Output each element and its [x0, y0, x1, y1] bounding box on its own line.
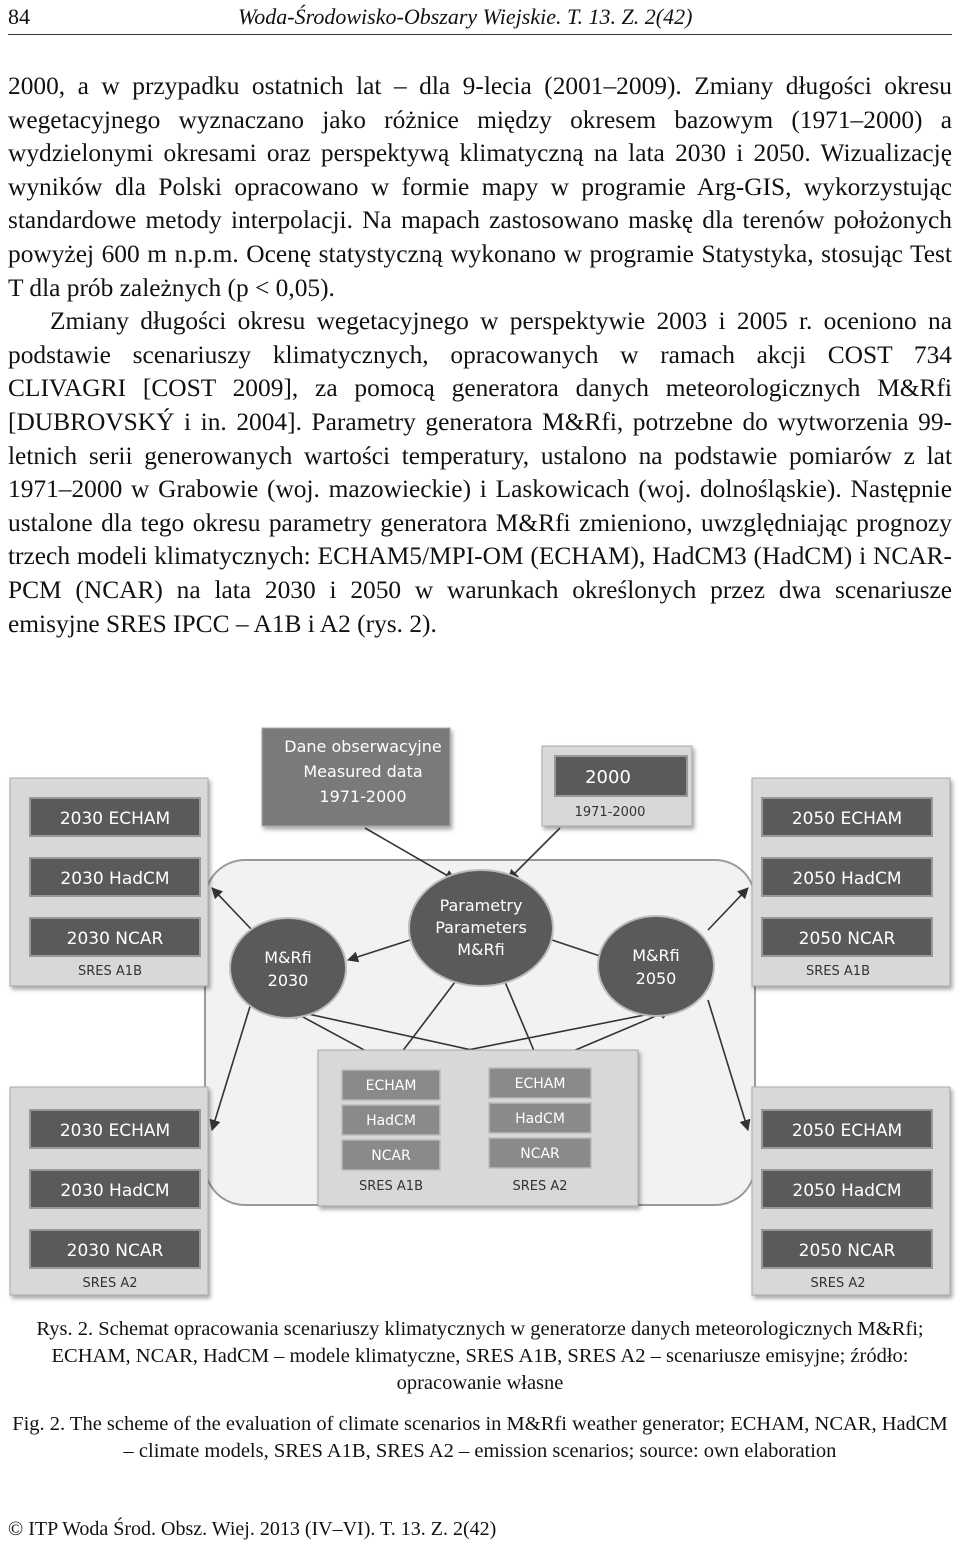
left-a1b-item-1: 2030 ECHAM [59, 809, 171, 829]
left-a1b-label: SRES A1B [78, 964, 142, 979]
mrfi-2050-line-1: M&Rfi [632, 946, 680, 965]
scheme-diagram [0, 720, 960, 1310]
paragraph-1: 2000, a w przypadku ostatnich lat – dla 9-lecia (2001–2009). Zmiany długości okresu wegetacyjnego wyznaczano jako różnice między okresem bazowym (1971–2000) a wydzielonymi okresami oraz perspektywą klimatyczną na lata 2030 i 2050. Wizualizację wyników dla Polski opracowano w formie mapy w programie Arg-GIS, wykorzystując standardowe metody interpolacji. Na mapach zastosowano maskę dla terenów położonych powyżej 600 m n.p.m. Ocenę statystyczną wykonano w programie Statystyka, stosując Test T dla prób zależnych (p < 0,05). [8, 72, 952, 302]
right-a2-item-2: 2050 HadCM [792, 1181, 902, 1201]
left-a2-item-2: 2030 HadCM [60, 1181, 170, 1201]
paragraph-2: Zmiany długości okresu wegetacyjnego w perspektywie 2003 i 2005 r. oceniono na podstawie scenariuszy klimatycznych, opracowanych w ramach akcji COST 734 CLIVAGRI [COST 2009], za pomocą generatora danych meteorologicznych M&Rfi [DUBROVSKÝ i in. 2004]. Parametry generatora M&Rfi, potrzebne do wytworzenia 99-letnich serii generowanych wartości temperatury, ustalono na podstawie pomiarów z lat 1971–2000 w Grabowie (woj. mazowieckie) i Laskowicach (woj. dolnośląskie). Następnie ustalone dla tego okresu parametry generatora M&Rfi zmieniono, uwzględniając prognozy trzech modeli klimatycznych: ECHAM5/MPI-OM (ECHAM), HadCM3 (HadCM) i NCAR-PCM (NCAR) na lata 2030 i 2050 w warunkach określonych przez dwa scenariusze emisyjne SRES IPCC – A1B i A2 (rys. 2). [8, 307, 952, 638]
mrfi-2050-line-2: 2050 [635, 969, 677, 988]
right-a2-item-3: 2050 NCAR [798, 1241, 896, 1261]
copyright-footer: © ITP Woda Środ. Obsz. Wiej. 2013 (IV–VI). T. 13. Z. 2(42) [8, 1518, 497, 1540]
base-period-box [542, 746, 692, 826]
left-a2-label: SRES A2 [82, 1276, 138, 1291]
left-a1b-item-3: 2030 NCAR [66, 929, 164, 949]
page-number: 84 [8, 4, 30, 29]
center-a1b-item-3: NCAR [371, 1148, 411, 1164]
mrfi-2050-node [598, 916, 714, 1016]
center-a2-item-1: ECHAM [514, 1076, 566, 1092]
left-a1b-item-2: 2030 HadCM [60, 869, 170, 889]
params-line-3: M&Rfi [457, 940, 505, 959]
right-a1b-item-1: 2050 ECHAM [791, 809, 903, 829]
base-year: 2000 [585, 767, 631, 788]
observed-line-2: Measured data [303, 762, 423, 781]
observed-line-1: Dane obserwacyjne [284, 737, 442, 756]
figure-caption-en: Fig. 2. The scheme of the evaluation of climate scenarios in M&Rfi weather generator; ECHAM, NCAR, HadCM – climate models, SRES A1B, SRES A2 – emission scenarios; source: own elaboration [12, 1413, 948, 1462]
center-a1b-item-2: HadCM [366, 1113, 416, 1129]
right-a2-boxes [762, 1110, 932, 1291]
left-a2-item-1: 2030 ECHAM [59, 1121, 171, 1141]
mrfi-2030-line-1: M&Rfi [264, 948, 312, 967]
figure-caption-pl: Rys. 2. Schemat opracowania scenariuszy klimatycznych w generatorze danych meteorologicznych M&Rfi; ECHAM, NCAR, HadCM – modele klimatyczne, SRES A1B, SRES A2 – scenariusze emisyjne; źródło: opracowanie własne [36, 1318, 924, 1394]
body-text [8, 70, 952, 641]
left-a2-item-3: 2030 NCAR [66, 1241, 164, 1261]
observed-data-box [262, 728, 450, 826]
right-a2-label: SRES A2 [810, 1276, 866, 1291]
mrfi-2030-node [230, 918, 346, 1018]
journal-title: Woda-Środowisko-Obszary Wiejskie. T. 13. Z. 2(42) [238, 4, 693, 29]
right-a2-item-1: 2050 ECHAM [791, 1121, 903, 1141]
params-line-1: Parametry [439, 896, 523, 915]
mrfi-2030-line-2: 2030 [267, 971, 309, 990]
right-a1b-item-3: 2050 NCAR [798, 929, 896, 949]
parameters-node [409, 870, 553, 986]
left-a1b-boxes [30, 798, 200, 979]
center-a1b-item-1: ECHAM [365, 1078, 417, 1094]
center-a2-item-2: HadCM [515, 1111, 565, 1127]
center-a2-item-3: NCAR [520, 1146, 560, 1162]
right-a1b-item-2: 2050 HadCM [792, 869, 902, 889]
right-a1b-boxes [762, 798, 932, 979]
base-period: 1971-2000 [574, 805, 646, 820]
params-line-2: Parameters [435, 918, 527, 937]
left-a2-boxes [30, 1110, 200, 1291]
right-a1b-label: SRES A1B [806, 964, 870, 979]
center-a1b-label: SRES A1B [359, 1179, 423, 1194]
running-header [8, 0, 952, 35]
center-a2-label: SRES A2 [512, 1179, 568, 1194]
observed-line-3: 1971-2000 [319, 787, 407, 806]
